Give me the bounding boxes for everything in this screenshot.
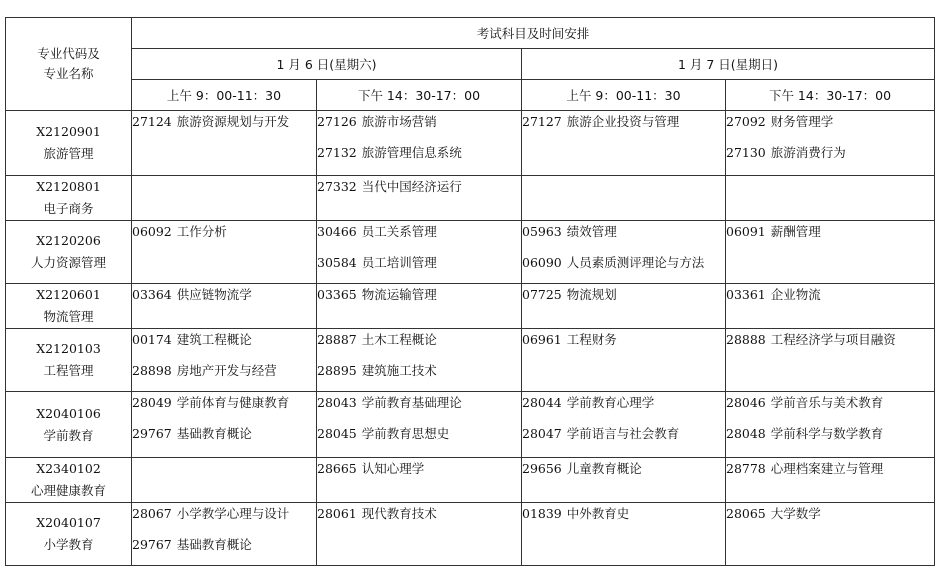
slot-header-jan7-afternoon: 下午 14：30-17：00 xyxy=(726,80,935,111)
major-cell xyxy=(6,111,132,176)
course-name: 学前科学与数学教育 xyxy=(770,426,884,441)
course-code: 06091 xyxy=(726,224,766,239)
course-code: 06092 xyxy=(132,224,172,239)
course-cell xyxy=(522,392,726,458)
date-header-jan-6: 1 月 6 日(星期六) xyxy=(132,49,522,80)
course-name: 薪酬管理 xyxy=(770,224,821,239)
course-code: 27092 xyxy=(726,114,766,129)
course-name: 物流运输管理 xyxy=(361,287,437,302)
course-name: 工程财务 xyxy=(566,332,617,347)
course-code: 29767 xyxy=(132,426,172,441)
major-code: X2120901 xyxy=(36,124,101,139)
major-cell xyxy=(6,176,132,221)
course-code: 07725 xyxy=(522,287,562,302)
major-name: 小学教育 xyxy=(43,537,94,552)
course-code: 28047 xyxy=(522,426,562,441)
course-name: 旅游管理信息系统 xyxy=(361,145,462,160)
course-code: 28888 xyxy=(726,332,766,347)
course-name: 员工培训管理 xyxy=(361,255,437,270)
course-name: 旅游消费行为 xyxy=(770,145,846,160)
course-entry xyxy=(726,142,934,173)
course-name: 旅游企业投资与管理 xyxy=(566,114,680,129)
course-code: 05963 xyxy=(522,224,562,239)
course-code: 27132 xyxy=(317,145,357,160)
major-code: X2120801 xyxy=(36,179,101,194)
header-row-title xyxy=(6,18,935,49)
course-code: 28065 xyxy=(726,506,766,521)
course-code: 06961 xyxy=(522,332,562,347)
course-entry xyxy=(132,423,316,454)
course-entry xyxy=(317,176,521,207)
table-row xyxy=(6,176,935,221)
course-cell-empty xyxy=(726,176,935,221)
course-entry xyxy=(726,392,934,423)
date-header-jan-7: 1 月 7 日(星期日) xyxy=(522,49,935,80)
course-entry xyxy=(317,284,521,315)
course-entry xyxy=(317,360,521,391)
course-code: 03361 xyxy=(726,287,766,302)
course-name: 员工关系管理 xyxy=(361,224,437,239)
course-code: 28048 xyxy=(726,426,766,441)
course-cell xyxy=(317,111,522,176)
course-entry xyxy=(132,111,316,142)
course-cell xyxy=(317,503,522,566)
course-name: 学前体育与健康教育 xyxy=(176,395,290,410)
course-name: 旅游资源规划与开发 xyxy=(176,114,290,129)
course-name: 大学数学 xyxy=(770,506,821,521)
course-code: 27126 xyxy=(317,114,357,129)
major-column-header xyxy=(6,18,132,111)
course-cell xyxy=(132,284,317,329)
course-entry xyxy=(317,503,521,534)
course-code: 28898 xyxy=(132,363,172,378)
course-cell xyxy=(317,329,522,392)
course-entry xyxy=(726,284,934,315)
course-entry xyxy=(132,360,316,391)
major-code: X2120601 xyxy=(36,287,101,302)
course-code: 28887 xyxy=(317,332,357,347)
course-name: 财务管理学 xyxy=(770,114,834,129)
course-cell xyxy=(522,111,726,176)
course-code: 28067 xyxy=(132,506,172,521)
course-name: 绩效管理 xyxy=(566,224,617,239)
course-entry xyxy=(726,111,934,142)
course-code: 03364 xyxy=(132,287,172,302)
course-cell xyxy=(317,284,522,329)
course-entry xyxy=(317,252,521,283)
course-code: 01839 xyxy=(522,506,562,521)
course-cell xyxy=(522,329,726,392)
major-cell xyxy=(6,221,132,284)
course-name: 现代教育技术 xyxy=(361,506,437,521)
course-entry xyxy=(522,329,725,360)
course-cell xyxy=(132,392,317,458)
course-code: 29767 xyxy=(132,537,172,552)
major-cell xyxy=(6,458,132,503)
course-name: 当代中国经济运行 xyxy=(361,179,462,194)
course-code: 27332 xyxy=(317,179,357,194)
table-row xyxy=(6,221,935,284)
course-code: 30466 xyxy=(317,224,357,239)
exam-schedule-table xyxy=(5,17,935,566)
slot-header-jan6-afternoon: 下午 14：30-17：00 xyxy=(317,80,522,111)
course-entry xyxy=(132,284,316,315)
major-cell xyxy=(6,503,132,566)
course-code: 29656 xyxy=(522,461,562,476)
course-name: 工作分析 xyxy=(176,224,227,239)
course-cell xyxy=(317,392,522,458)
course-entry xyxy=(726,458,934,489)
course-name: 心理档案建立与管理 xyxy=(770,461,884,476)
course-cell xyxy=(522,458,726,503)
table-row xyxy=(6,503,935,566)
course-code: 27130 xyxy=(726,145,766,160)
major-name: 人力资源管理 xyxy=(30,255,106,270)
course-cell-empty xyxy=(132,176,317,221)
course-entry xyxy=(522,458,725,489)
course-cell-empty xyxy=(522,176,726,221)
course-entry xyxy=(726,329,934,360)
course-name: 基础教育概论 xyxy=(176,426,252,441)
course-entry xyxy=(522,284,725,315)
course-cell xyxy=(317,176,522,221)
course-entry xyxy=(132,329,316,360)
major-column-header-line-1: 专业代码及 xyxy=(37,46,100,61)
schedule-body xyxy=(6,111,935,566)
course-entry xyxy=(726,503,934,534)
major-column-header-line-2: 专业名称 xyxy=(43,66,94,81)
course-cell xyxy=(132,503,317,566)
course-code: 28049 xyxy=(132,395,172,410)
course-entry xyxy=(522,423,725,454)
course-name: 学前教育基础理论 xyxy=(361,395,462,410)
course-entry xyxy=(522,221,725,252)
course-name: 土木工程概论 xyxy=(361,332,437,347)
course-code: 03365 xyxy=(317,287,357,302)
course-entry xyxy=(317,142,521,173)
course-name: 小学教学心理与设计 xyxy=(176,506,290,521)
course-name: 学前音乐与美术教育 xyxy=(770,395,884,410)
course-name: 供应链物流学 xyxy=(176,287,252,302)
course-name: 建筑工程概论 xyxy=(176,332,252,347)
course-name: 中外教育史 xyxy=(566,506,630,521)
header-row-dates xyxy=(6,49,935,80)
course-name: 房地产开发与经营 xyxy=(176,363,277,378)
course-entry xyxy=(132,503,316,534)
course-cell xyxy=(522,221,726,284)
course-code: 06090 xyxy=(522,255,562,270)
major-code: X2120206 xyxy=(36,233,101,248)
course-entry xyxy=(522,252,725,283)
course-name: 学前教育心理学 xyxy=(566,395,655,410)
course-name: 物流规划 xyxy=(566,287,617,302)
table-row xyxy=(6,329,935,392)
major-code: X2040106 xyxy=(36,405,101,421)
course-cell xyxy=(726,329,935,392)
course-name: 旅游市场营销 xyxy=(361,114,437,129)
course-cell-empty xyxy=(132,458,317,503)
course-entry xyxy=(317,221,521,252)
course-entry xyxy=(132,534,316,565)
course-entry xyxy=(317,392,521,423)
course-code: 28778 xyxy=(726,461,766,476)
slot-header-jan6-morning: 上午 9：00-11：30 xyxy=(132,80,317,111)
course-cell xyxy=(726,221,935,284)
course-cell xyxy=(522,284,726,329)
table-row xyxy=(6,458,935,503)
schedule-title: 考试科目及时间安排 xyxy=(132,18,935,49)
course-entry xyxy=(132,392,316,423)
course-entry xyxy=(317,423,521,454)
course-name: 学前语言与社会教育 xyxy=(566,426,680,441)
course-code: 28061 xyxy=(317,506,357,521)
course-entry xyxy=(726,221,934,252)
major-name: 学前教育 xyxy=(43,427,94,443)
course-name: 企业物流 xyxy=(770,287,821,302)
course-code: 28046 xyxy=(726,395,766,410)
course-entry xyxy=(132,221,316,252)
major-code: X2040107 xyxy=(36,515,101,530)
course-entry xyxy=(522,503,725,534)
major-name: 心理健康教育 xyxy=(30,483,106,498)
course-name: 人员素质测评理论与方法 xyxy=(566,255,705,270)
course-entry xyxy=(726,423,934,454)
major-name: 旅游管理 xyxy=(43,146,94,161)
major-cell xyxy=(6,284,132,329)
course-name: 学前教育思想史 xyxy=(361,426,450,441)
course-entry xyxy=(522,111,725,142)
course-code: 30584 xyxy=(317,255,357,270)
course-code: 28895 xyxy=(317,363,357,378)
course-cell xyxy=(317,458,522,503)
course-code: 28045 xyxy=(317,426,357,441)
course-cell xyxy=(726,458,935,503)
course-entry xyxy=(317,458,521,489)
major-code: X2120103 xyxy=(36,341,101,356)
major-name: 工程管理 xyxy=(43,363,94,378)
course-code: 27124 xyxy=(132,114,172,129)
course-cell xyxy=(317,221,522,284)
course-name: 认知心理学 xyxy=(361,461,425,476)
major-code: X2340102 xyxy=(36,461,101,476)
course-cell xyxy=(726,111,935,176)
slot-header-jan7-morning: 上午 9：00-11：30 xyxy=(522,80,726,111)
course-code: 00174 xyxy=(132,332,172,347)
header-row-slots xyxy=(6,80,935,111)
course-cell xyxy=(726,503,935,566)
course-cell xyxy=(132,111,317,176)
course-code: 28043 xyxy=(317,395,357,410)
major-name: 电子商务 xyxy=(43,201,94,216)
course-code: 27127 xyxy=(522,114,562,129)
course-name: 儿童教育概论 xyxy=(566,461,642,476)
table-row xyxy=(6,392,935,458)
table-row xyxy=(6,111,935,176)
course-name: 工程经济学与项目融资 xyxy=(770,332,896,347)
course-name: 建筑施工技术 xyxy=(361,363,437,378)
course-cell xyxy=(132,329,317,392)
course-entry xyxy=(522,392,725,423)
course-cell xyxy=(726,392,935,458)
table-row xyxy=(6,284,935,329)
major-cell xyxy=(6,329,132,392)
course-entry xyxy=(317,329,521,360)
course-code: 28665 xyxy=(317,461,357,476)
course-code: 28044 xyxy=(522,395,562,410)
course-cell xyxy=(522,503,726,566)
course-name: 基础教育概论 xyxy=(176,537,252,552)
course-entry xyxy=(317,111,521,142)
major-cell xyxy=(6,392,132,458)
major-name: 物流管理 xyxy=(43,309,94,324)
course-cell xyxy=(132,221,317,284)
course-cell xyxy=(726,284,935,329)
